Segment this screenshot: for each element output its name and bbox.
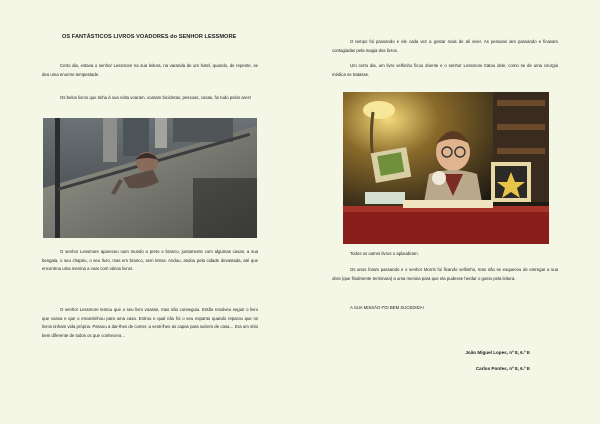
paragraph: Todos os outros livros o aplaudiram. [350, 251, 419, 256]
story-title: OS FANTÁSTICOS LIVROS VOADORES do SENHOR LESSMORE [62, 34, 237, 40]
paragraph: Os anos foram passando e o senhor Morris foi ficando velhinho, mas não se esqueceu de entregar a sua obra (que finalmente terminara) a uma menina para que ela pudesse herdar o gosto pela leitura. [332, 267, 558, 281]
closing-statement: A SUA MISSÃO FOI BEM SUCEDIDA! [350, 305, 424, 310]
book-surgery-illustration [343, 92, 549, 244]
paragraph: O senhor Lessmore tentou que o seu livro voasse, mas não conseguiu. Então resolveu seguir o livro que voava e que o encaminhou para uma casa. Entrou e qual não foi o seu espanto quando reparou que os livros tinham vida própria. Passou a dar-lhes de comer, a vesti-lhes as capas para saírem de casa… Era um sítio bem diferente de todos os que conhecera… [42, 307, 258, 338]
paragraph: O tempo foi passando e ele cada vez a gostar mais de ali viver. As pessoas iam passando e ficavam contagiadas pela magia dos livros. [332, 39, 558, 53]
storm-illustration [43, 118, 257, 238]
author-signature: João Miguel Lopes, nº 8, 6.º E [465, 350, 530, 355]
paragraph: Um certo dia, um livro velhinho ficou doente e o senhor Lessmore tratou dele, como se de uma cirurgia médica se tratasse. [332, 63, 558, 77]
paragraph: Os belos livros que tinha à sua volta voaram, voaram bicicletas, pessoas, casas, foi tudo pelos ares! [60, 95, 251, 100]
paragraph: O senhor Lessmore apareceu num mundo a preto e branco, juntamente com algumas casas, a sua bengala, o seu chapéu, o seu livro, mas em branco, sem letras. Andou, andou pela cidade devastada, até que encontrou uma menina a voar com vários livros. [42, 249, 258, 272]
author-signature: Carlos Pontes, nº 8, 6.º E [475, 366, 530, 371]
paragraph: Certo dia, estava o senhor Lessmore na sua leitura, na varanda de um hotel, quando, de repente, se deu uma enorme tempestade. [42, 63, 258, 77]
